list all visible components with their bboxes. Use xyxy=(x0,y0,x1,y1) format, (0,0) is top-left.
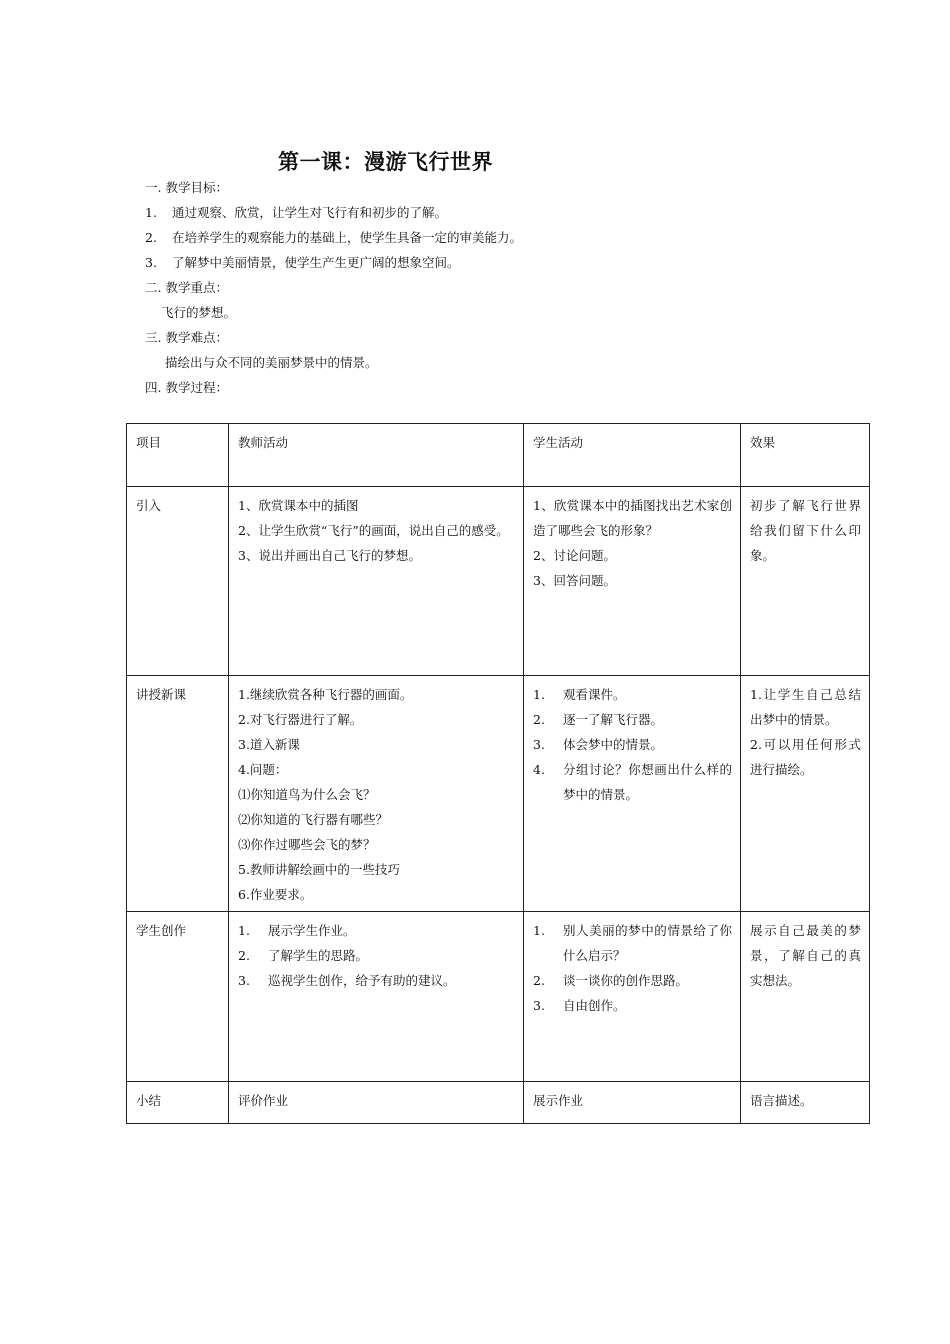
table-row xyxy=(127,1082,870,1124)
step-text: 逐一了解飞行器。 xyxy=(563,712,664,727)
item-cell: 讲授新课 xyxy=(127,676,229,912)
student-step: 3、回答问题。 xyxy=(533,573,616,588)
step-text: 展示学生作业。 xyxy=(268,923,356,938)
step-number: 2. xyxy=(533,973,545,988)
student-cell xyxy=(524,912,741,1082)
step-number: 3. xyxy=(238,973,250,988)
teacher-question: ⑵你知道的飞行器有哪些？ xyxy=(238,812,389,827)
teacher-step: 3、说出并画出自己飞行的梦想。 xyxy=(238,548,421,563)
step-number: 1. xyxy=(238,923,250,938)
student-step xyxy=(533,968,732,993)
header-cell-student: 学生活动 xyxy=(524,424,741,487)
teacher-cell xyxy=(229,912,524,1082)
step-text: 谈一谈你的创作思路。 xyxy=(563,973,689,988)
step-text: 别人美丽的梦中的情景给了你什么启示？ xyxy=(563,923,732,963)
teacher-step xyxy=(238,943,515,968)
key-point-heading: 二. 教学重点： xyxy=(145,280,228,295)
step-text: 分组讨论？你想画出什么样的梦中的情景。 xyxy=(563,762,732,802)
item-cell: 小结 xyxy=(127,1082,229,1124)
teacher-step: 2.对飞行器进行了解。 xyxy=(238,712,363,727)
step-number: 1. xyxy=(533,923,545,938)
objective-text: 通过观察、欣赏，让学生对飞行有和初步的了解。 xyxy=(172,205,448,220)
process-heading: 四. 教学过程： xyxy=(145,380,228,395)
item-cell: 引入 xyxy=(127,487,229,676)
teacher-cell xyxy=(229,676,524,912)
teacher-step: 2、让学生欣赏“飞行”的画面，说出自己的感受。 xyxy=(238,523,509,538)
effect-cell: 初步了解飞行世界给我们留下什么印象。 xyxy=(741,487,870,676)
teaching-process-table xyxy=(126,423,870,1124)
teacher-cell: 评价作业 xyxy=(229,1082,524,1124)
teacher-question: ⑴你知道鸟为什么会飞？ xyxy=(238,787,376,802)
student-step xyxy=(533,682,732,707)
difficulty-heading: 三. 教学难点： xyxy=(145,330,228,345)
student-step xyxy=(533,732,732,757)
student-cell xyxy=(524,487,741,676)
teacher-cell xyxy=(229,487,524,676)
step-number: 2. xyxy=(238,948,250,963)
table-header-row xyxy=(127,424,870,487)
effect-cell xyxy=(741,676,870,912)
student-cell: 展示作业 xyxy=(524,1082,741,1124)
table-row xyxy=(127,487,870,676)
student-step xyxy=(533,757,732,807)
student-step xyxy=(533,918,732,968)
step-text: 自由创作。 xyxy=(563,998,626,1013)
teacher-step xyxy=(238,968,515,993)
effect-cell: 语言描述。 xyxy=(741,1082,870,1124)
teacher-step: 3.道入新课 xyxy=(238,737,300,752)
student-step: 2、讨论问题。 xyxy=(533,548,616,563)
effect-cell: 展示自己最美的梦景，了解自己的真实想法。 xyxy=(741,912,870,1082)
step-number: 2. xyxy=(533,712,545,727)
objective-text: 了解梦中美丽情景，使学生产生更广阔的想象空间。 xyxy=(172,255,460,270)
objective-item xyxy=(145,205,447,221)
teacher-step: 1、欣赏课本中的插图 xyxy=(238,498,359,513)
teacher-step: 5.教师讲解绘画中的一些技巧 xyxy=(238,862,400,877)
step-text: 观看课件。 xyxy=(563,687,626,702)
teacher-step xyxy=(238,918,515,943)
header-cell-teacher: 教师活动 xyxy=(229,424,524,487)
student-cell xyxy=(524,676,741,912)
step-text: 体会梦中的情景。 xyxy=(563,737,664,752)
page-title: 第一课：漫游飞行世界 xyxy=(278,150,493,174)
objectives-heading: 一. 教学目标： xyxy=(145,180,228,195)
difficulty-text: 描绘出与众不同的美丽梦景中的情景。 xyxy=(165,355,378,370)
step-number: 3. xyxy=(533,998,545,1013)
student-step xyxy=(533,707,732,732)
teacher-question: ⑶你作过哪些会飞的梦？ xyxy=(238,837,376,852)
teacher-step: 4.问题： xyxy=(238,762,288,777)
objective-number: 1. xyxy=(145,205,157,220)
header-cell-item: 项目 xyxy=(127,424,229,487)
student-step xyxy=(533,993,732,1018)
teacher-step: 1.继续欣赏各种飞行器的画面。 xyxy=(238,687,413,702)
objective-item xyxy=(145,230,522,246)
key-point-text: 飞行的梦想。 xyxy=(161,305,237,320)
objective-text: 在培养学生的观察能力的基础上，使学生具备一定的审美能力。 xyxy=(172,230,523,245)
step-number: 4. xyxy=(533,762,545,777)
step-text: 巡视学生创作，给予有助的建议。 xyxy=(268,973,456,988)
objective-number: 3. xyxy=(145,255,157,270)
step-number: 1. xyxy=(533,687,545,702)
effect-line: 1.让学生自己总结出梦中的情景。 xyxy=(750,687,861,727)
objective-item xyxy=(145,255,460,271)
table-row xyxy=(127,676,870,912)
item-cell: 学生创作 xyxy=(127,912,229,1082)
header-cell-effect: 效果 xyxy=(741,424,870,487)
objective-number: 2. xyxy=(145,230,157,245)
student-step: 1、欣赏课本中的插图找出艺术家创造了哪些会飞的形象？ xyxy=(533,498,732,538)
step-text: 了解学生的思路。 xyxy=(268,948,369,963)
teacher-step: 6.作业要求。 xyxy=(238,887,313,902)
effect-line: 2.可以用任何形式进行描绘。 xyxy=(750,737,861,777)
table-row xyxy=(127,912,870,1082)
step-number: 3. xyxy=(533,737,545,752)
